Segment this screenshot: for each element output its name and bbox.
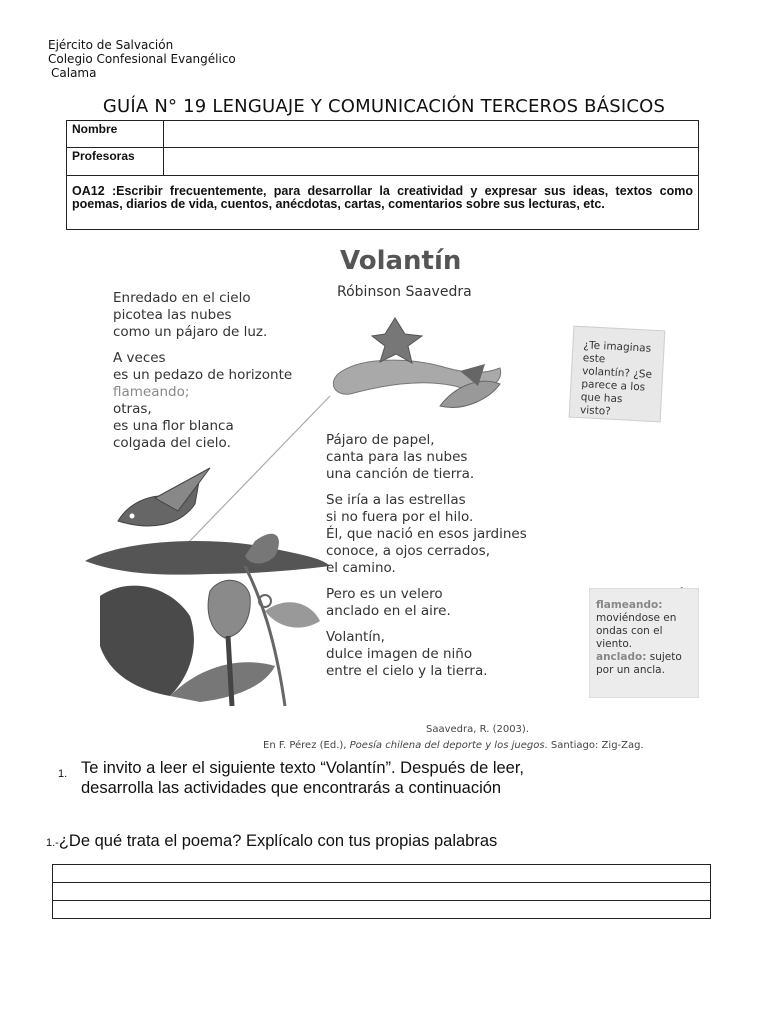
profesoras-field[interactable] <box>164 148 699 176</box>
poem-line: Se iría a las estrellas <box>326 492 466 508</box>
poem-line: picotea las nubes <box>113 307 232 323</box>
question-text: ¿De qué trata el poema? Explícalo con tus propias palabras <box>58 832 498 850</box>
nombre-label: Nombre <box>67 121 164 148</box>
answer-line-1[interactable] <box>52 864 711 882</box>
school-header <box>48 38 236 80</box>
citation-book-title: Poesía chilena del deporte y los juegos <box>349 740 545 751</box>
header-line-3: Calama <box>51 66 97 80</box>
answer-lines <box>52 864 711 919</box>
poem-line: dulce imagen de niño <box>326 646 473 662</box>
poem-line: es un pedazo de horizonte <box>113 367 293 383</box>
poem-line: como un pájaro de luz. <box>113 324 268 340</box>
poem-line: el camino. <box>326 560 396 576</box>
poem-line: Pájaro de papel, <box>326 432 435 448</box>
poem-line: si no fuera por el hilo. <box>326 509 474 525</box>
instruction-text <box>81 758 721 798</box>
poem-line: anclado en el aire. <box>326 603 451 619</box>
question-number: 1.- <box>46 837 59 849</box>
citation-line-2 <box>263 740 644 751</box>
nombre-field[interactable] <box>164 121 699 148</box>
header-line-2: Colegio Confesional Evangélico <box>48 52 236 66</box>
answer-line-3[interactable] <box>52 900 711 919</box>
instruction-number <box>58 764 67 782</box>
page-title: GUÍA N° 19 LENGUAJE Y COMUNICACIÓN TERCEROS BÁSICOS <box>102 96 666 117</box>
poem-line: Volantín, <box>326 629 385 645</box>
stanza-4 <box>326 492 576 577</box>
objective-text: OA12 :Escribir frecuentemente, para desarrollar la creatividad y expresar sus ideas, textos como poemas, diarios de vida, cuentos, anécdotas, cartas, comentarios sobre sus lecturas, etc. <box>72 184 693 211</box>
instruction-line-2: desarrolla las actividades que encontrarás a continuación <box>81 779 502 797</box>
poem-line: A veces <box>113 350 166 366</box>
glossary-def-2: sujeto por un ancla. <box>596 651 682 676</box>
poem-line: otras, <box>113 401 152 417</box>
objective-cell <box>67 176 699 230</box>
poem-line: Enredado en el cielo <box>113 290 251 306</box>
poem-line-highlight: flameando; <box>113 384 190 400</box>
poem-line: conoce, a ojos cerrados, <box>326 543 490 559</box>
profesoras-label: Profesoras <box>67 148 164 176</box>
poem-left-column <box>113 290 313 461</box>
stanza-1 <box>113 290 313 341</box>
flower-bulb-icon <box>208 580 250 638</box>
stanza-5 <box>326 586 576 620</box>
small-leaf-icon <box>265 602 320 627</box>
citation-editor: En F. Pérez (Ed.), <box>263 740 350 751</box>
sticky-note: ¿Te imaginas este volantín? ¿Se parece a los que has visto? <box>569 326 666 423</box>
poem-line: canta para las nubes <box>326 449 468 465</box>
poem-line: una canción de tierra. <box>326 466 475 482</box>
poem-line: Él, que nació en esos jardines <box>326 526 527 542</box>
stanza-6 <box>326 629 576 680</box>
glossary-def-1: moviéndose en ondas con el viento. <box>596 612 677 650</box>
poem-line: colgada del cielo. <box>113 435 231 451</box>
instruction-line-1: Te invito a leer el siguiente texto “Volantín”. Después de leer, <box>81 759 525 777</box>
leaf-icon <box>100 586 194 696</box>
stanza-3 <box>326 432 576 483</box>
instruction-number-text: 1. <box>58 768 68 780</box>
poem-right-column <box>326 432 576 689</box>
citation-publisher: . Santiago: Zig-Zag. <box>544 740 644 751</box>
answer-line-2[interactable] <box>52 882 711 900</box>
poem-line: Pero es un velero <box>326 586 443 602</box>
bird-eye-icon <box>130 514 135 519</box>
star-icon <box>372 318 422 363</box>
glossary-term-1: flameando: <box>596 599 663 611</box>
question-1 <box>46 831 497 853</box>
poem-title: Volantín <box>340 246 462 276</box>
header-line-1: Ejército de Salvación <box>48 38 174 52</box>
poem-author: Róbinson Saavedra <box>337 284 472 300</box>
branch-icon <box>85 541 330 575</box>
poem-line: es una flor blanca <box>113 418 234 434</box>
citation-line-1: Saavedra, R. (2003). <box>426 724 529 735</box>
glossary-box <box>589 588 699 698</box>
student-info-table <box>66 120 699 230</box>
stanza-2 <box>113 350 313 452</box>
poem-line: entre el cielo y la tierra. <box>326 663 488 679</box>
glossary-term-2: anclado: <box>596 651 647 663</box>
